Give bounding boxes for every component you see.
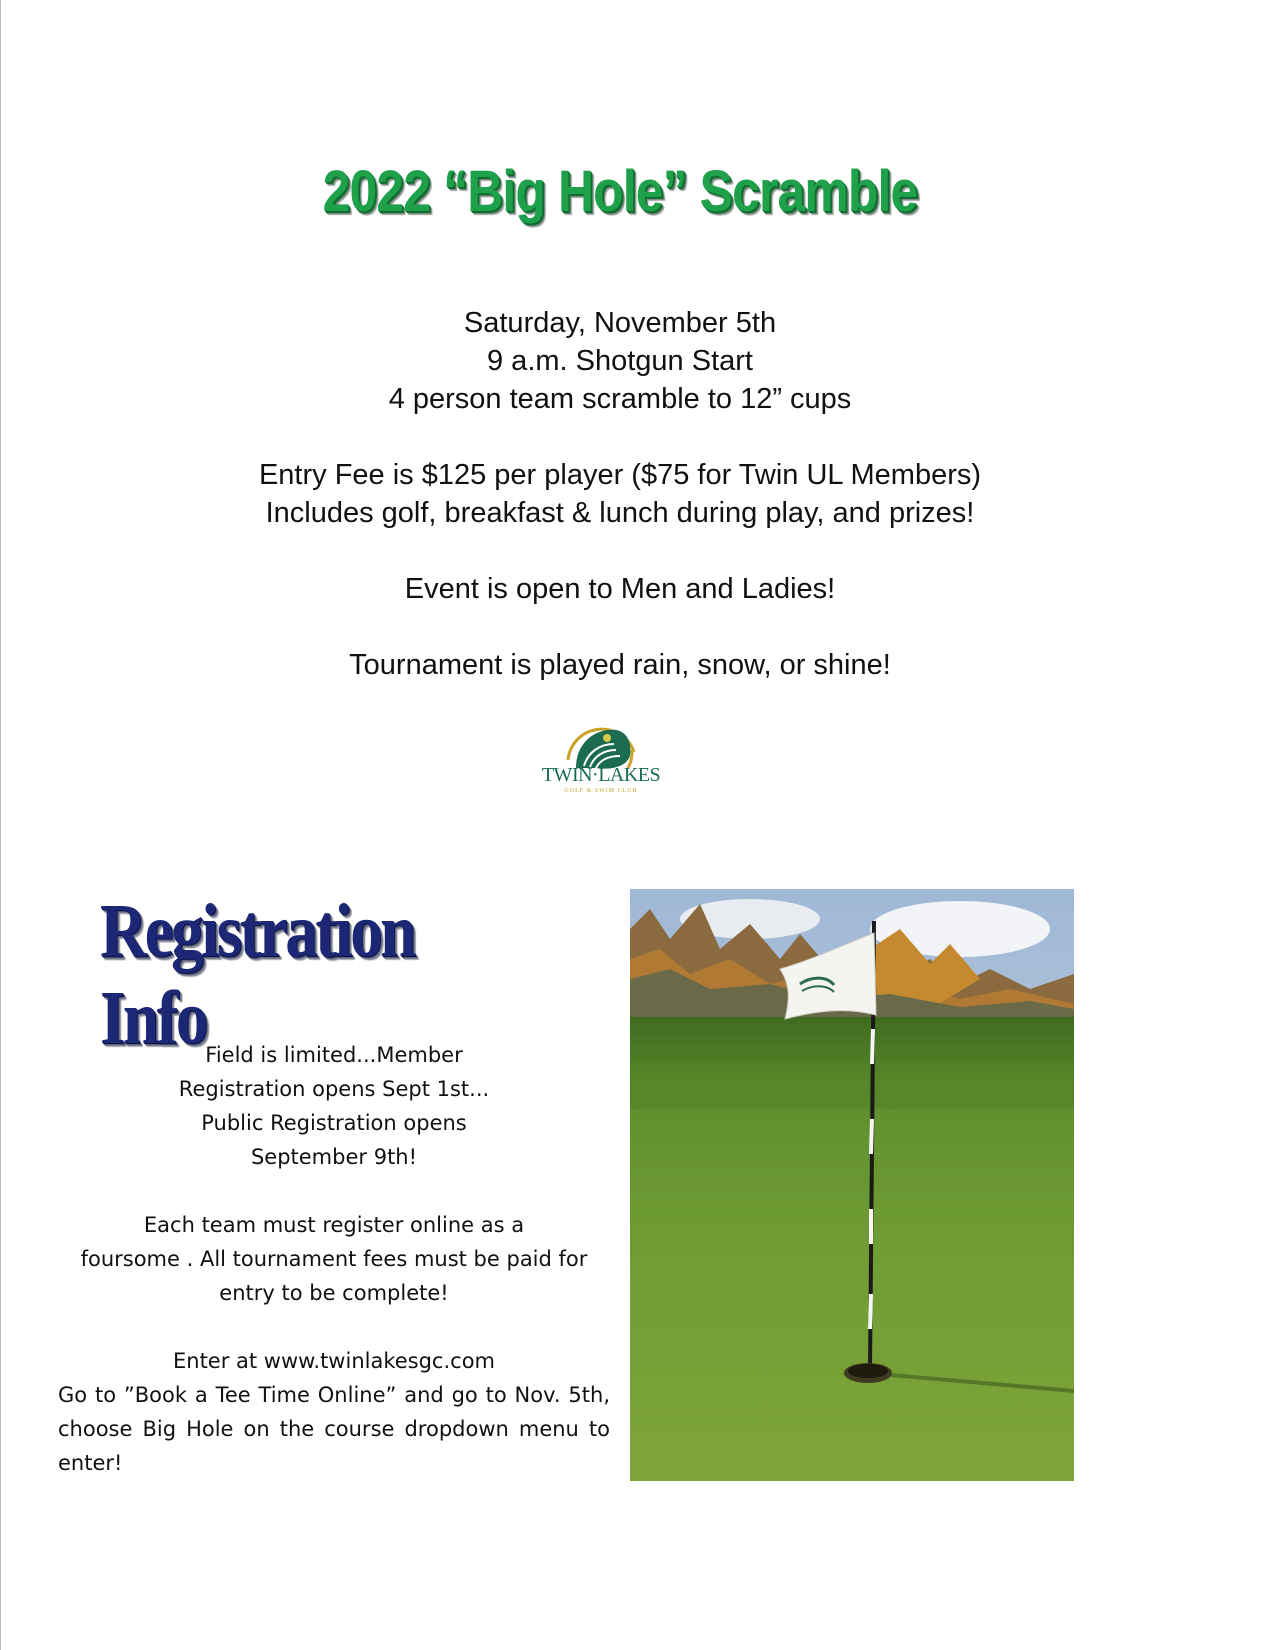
registration-heading: Registration Info <box>100 889 414 1060</box>
reg-line: Registration opens Sept 1st... <box>178 1077 490 1101</box>
event-date: Saturday, November 5th <box>463 307 777 339</box>
golf-flag-photo <box>630 889 1074 1481</box>
weather-note: Tournament is played rain, snow, or shine! <box>349 649 891 681</box>
reg-line: Each team must register online as a <box>143 1213 525 1237</box>
event-format: 4 person team scramble to 12” cups <box>388 383 852 415</box>
website-line: Enter at www.twinlakesgc.com <box>172 1349 496 1373</box>
registration-details <box>58 1038 610 1480</box>
twin-lakes-logo <box>536 712 666 804</box>
entry-fee: Entry Fee is $125 per player ($75 for Twin UL Members) <box>258 459 982 491</box>
page-border <box>0 0 1 1650</box>
event-start-time: 9 a.m. Shotgun Start <box>487 345 753 377</box>
reg-line: September 9th! <box>250 1145 418 1169</box>
open-to-note: Event is open to Men and Ladies! <box>404 573 836 605</box>
logo-subtitle: GOLF & SWIM CLUB <box>564 788 638 794</box>
reg-line: Public Registration opens <box>201 1111 467 1135</box>
flyer-title: 2022 “Big Hole” Scramble <box>322 159 918 224</box>
logo-wordmark: TWIN·LAKES <box>541 764 661 786</box>
reg-line: foursome . All tournament fees must be paid for <box>80 1247 588 1271</box>
event-details <box>0 304 1240 684</box>
booking-instructions: Go to ”Book a Tee Time Online” and go to Nov. 5th, choose Big Hole on the course dropdown menu to enter! <box>58 1383 610 1475</box>
reg-line: Field is limited...Member <box>205 1043 463 1067</box>
fee-includes: Includes golf, breakfast & lunch during play, and prizes! <box>265 497 975 529</box>
reg-line: entry to be complete! <box>219 1281 449 1305</box>
